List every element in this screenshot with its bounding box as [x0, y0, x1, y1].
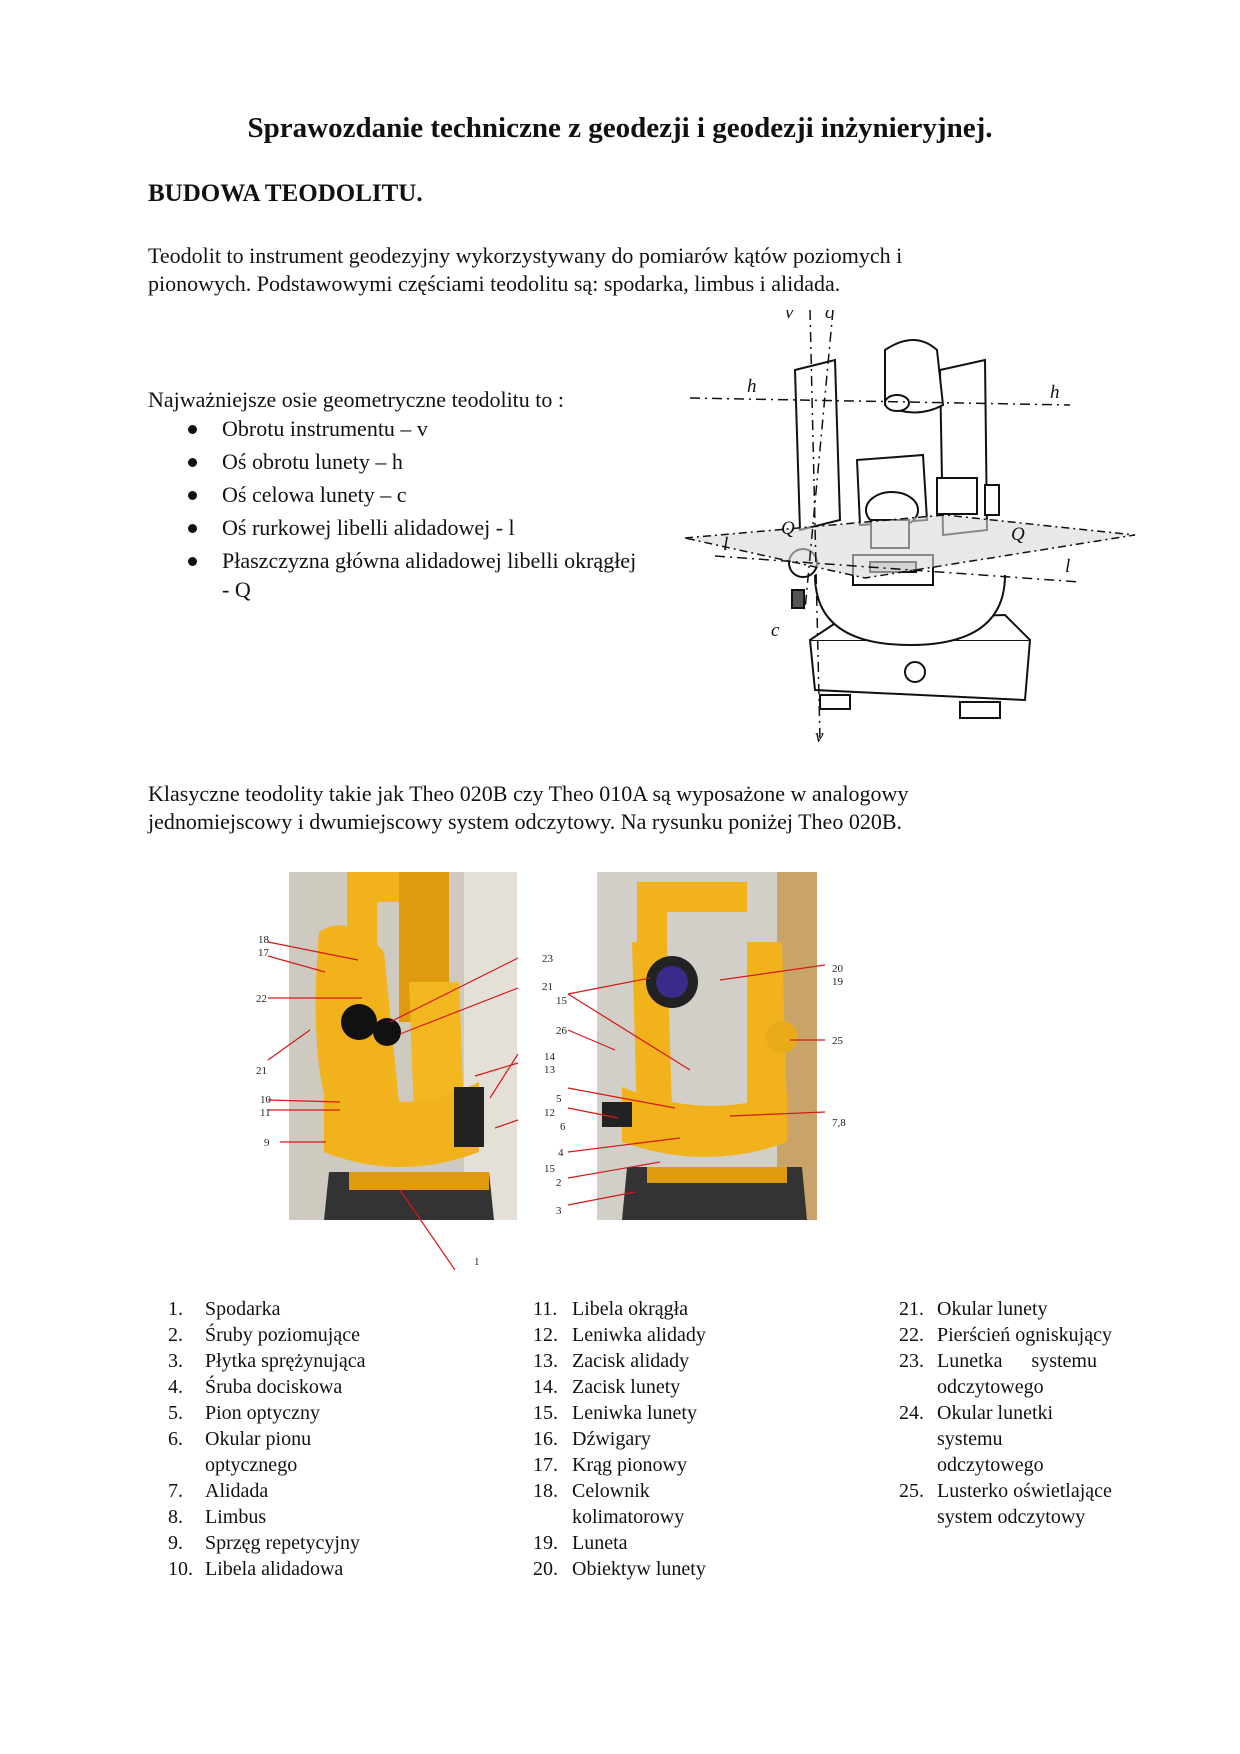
intro-paragraph [148, 242, 1028, 298]
axes-heading: Najważniejsze osie geometryczne teodolitu to : [148, 387, 565, 412]
photo-label: 2 [556, 1177, 562, 1189]
list-item: 14. Zacisk lunety [533, 1376, 681, 1398]
list-item: 20. Obiektyw lunety [533, 1558, 706, 1580]
diagram-label-h: h [1050, 382, 1060, 403]
photo-label: 7,8 [832, 1117, 846, 1129]
list-item: 16. Dźwigary [533, 1428, 651, 1450]
photo-label: 21 [542, 981, 553, 993]
photo-label: 14 [544, 1051, 555, 1063]
classic-line-2: jednomiejscowy i dwumiejscowy system odczytowy. Na rysunku poniżej Theo 020B. [148, 809, 902, 834]
photo-label: 15 [544, 1163, 555, 1175]
photo-label: 20 [832, 963, 843, 975]
list-item: Płaszczyzna główna alidadowej libelli okrągłej - Q [148, 546, 648, 604]
photo-label: 23 [542, 953, 553, 965]
diagram-label-v: v [785, 310, 794, 323]
list-item: 13. Zacisk alidady [533, 1350, 690, 1372]
intro-line-2: pionowych. Podstawowymi częściami teodolitu są: spodarka, limbus i alidada. [148, 271, 841, 296]
diagram-label-l: l [1065, 556, 1071, 577]
photo-label: 12 [544, 1107, 555, 1119]
parts-list-col-2 [533, 1296, 793, 1582]
photo-label: 3 [556, 1205, 562, 1217]
theodolite-axes-diagram [675, 310, 1145, 750]
list-item: Oś rurkowej libelli alidadowej - l [148, 513, 648, 542]
list-item: 9. Sprzęg repetycyjny [168, 1532, 360, 1554]
photo-label: 10 [260, 1094, 271, 1106]
diagram-label-h: h [747, 376, 757, 397]
list-item: Oś obrotu lunety – h [148, 447, 648, 476]
bullet-icon [188, 491, 197, 500]
bullet-icon [188, 458, 197, 467]
list-item: 5. Pion optyczny [168, 1402, 320, 1424]
photo-label: 4 [558, 1147, 564, 1159]
list-item: 8. Limbus [168, 1506, 267, 1528]
page-title: Sprawozdanie techniczne z geodezji i geodezji inżynieryjnej. [247, 112, 993, 144]
parts-list-col-3 [899, 1296, 1149, 1530]
photo-label: 13 [544, 1064, 555, 1076]
list-item: 21. Okular lunety [899, 1298, 1048, 1320]
photo-label: 18 [258, 934, 269, 946]
list-item: 23. Lunetka systemu odczytowego [899, 1350, 1097, 1398]
list-item: 12. Leniwka alidady [533, 1324, 706, 1346]
diagram-label-q: Q [1011, 524, 1025, 545]
list-item: 6. Okular pionu optycznego [168, 1428, 312, 1476]
photo-label: 26 [556, 1025, 567, 1037]
photo-label: 6 [560, 1121, 566, 1133]
intro-line-1: Teodolit to instrument geodezyjny wykorzystywany do pomiarów kątów poziomych i [148, 243, 903, 268]
list-item: 22. Pierścień ogniskujący [899, 1324, 1112, 1346]
list-item: Oś celowa lunety – c [148, 480, 648, 509]
photo-label: 25 [832, 1035, 843, 1047]
list-item: 11. Libela okrągła [533, 1298, 689, 1320]
list-item: 19. Luneta [533, 1532, 628, 1554]
diagram-label-l: l [723, 534, 729, 555]
list-item: 24. Okular lunetki systemu odczytowego [899, 1402, 1054, 1476]
classic-paragraph [148, 780, 1088, 836]
list-item: 1. Spodarka [168, 1298, 281, 1320]
photo-label: 5 [556, 1093, 562, 1105]
photo-label: 11 [260, 1107, 271, 1119]
list-item: 4. Śruba dociskowa [168, 1376, 343, 1398]
section-heading: BUDOWA TEODOLITU. [148, 180, 423, 207]
diagram-label-v: v [815, 726, 824, 747]
photo-label: 19 [832, 976, 843, 988]
list-item: 2. Śruby poziomujące [168, 1324, 360, 1346]
list-item: 7. Alidada [168, 1480, 269, 1502]
photo-callouts [250, 930, 870, 1270]
list-item: 3. Płytka sprężynująca [168, 1350, 366, 1372]
bullet-icon [188, 557, 197, 566]
list-item: 25. Lusterko oświetlające system odczytowy [899, 1480, 1112, 1528]
parts-list-col-1 [168, 1296, 418, 1582]
list-item: 15. Leniwka lunety [533, 1402, 697, 1424]
photo-label: 22 [256, 993, 267, 1005]
bullet-icon [188, 425, 197, 434]
photo-label: 1 [474, 1256, 480, 1268]
classic-line-1: Klasyczne teodolity takie jak Theo 020B czy Theo 010A są wyposażone w analogowy [148, 781, 909, 806]
photo-label: 17 [258, 947, 269, 959]
list-item: 17. Krąg pionowy [533, 1454, 687, 1476]
list-item: 18. Celownik kolimatorowy [533, 1480, 685, 1528]
diagram-label-q: Q [781, 518, 795, 539]
photo-label: 15 [556, 995, 567, 1007]
diagram-label-c: c [771, 620, 780, 641]
photo-label: 9 [264, 1137, 270, 1149]
list-item: 10. Libela alidadowa [168, 1558, 344, 1580]
axes-list [148, 414, 648, 608]
list-item: Obrotu instrumentu – v [148, 414, 648, 443]
photo-label: 21 [256, 1065, 267, 1077]
bullet-icon [188, 524, 197, 533]
diagram-label-c: c [825, 310, 834, 323]
